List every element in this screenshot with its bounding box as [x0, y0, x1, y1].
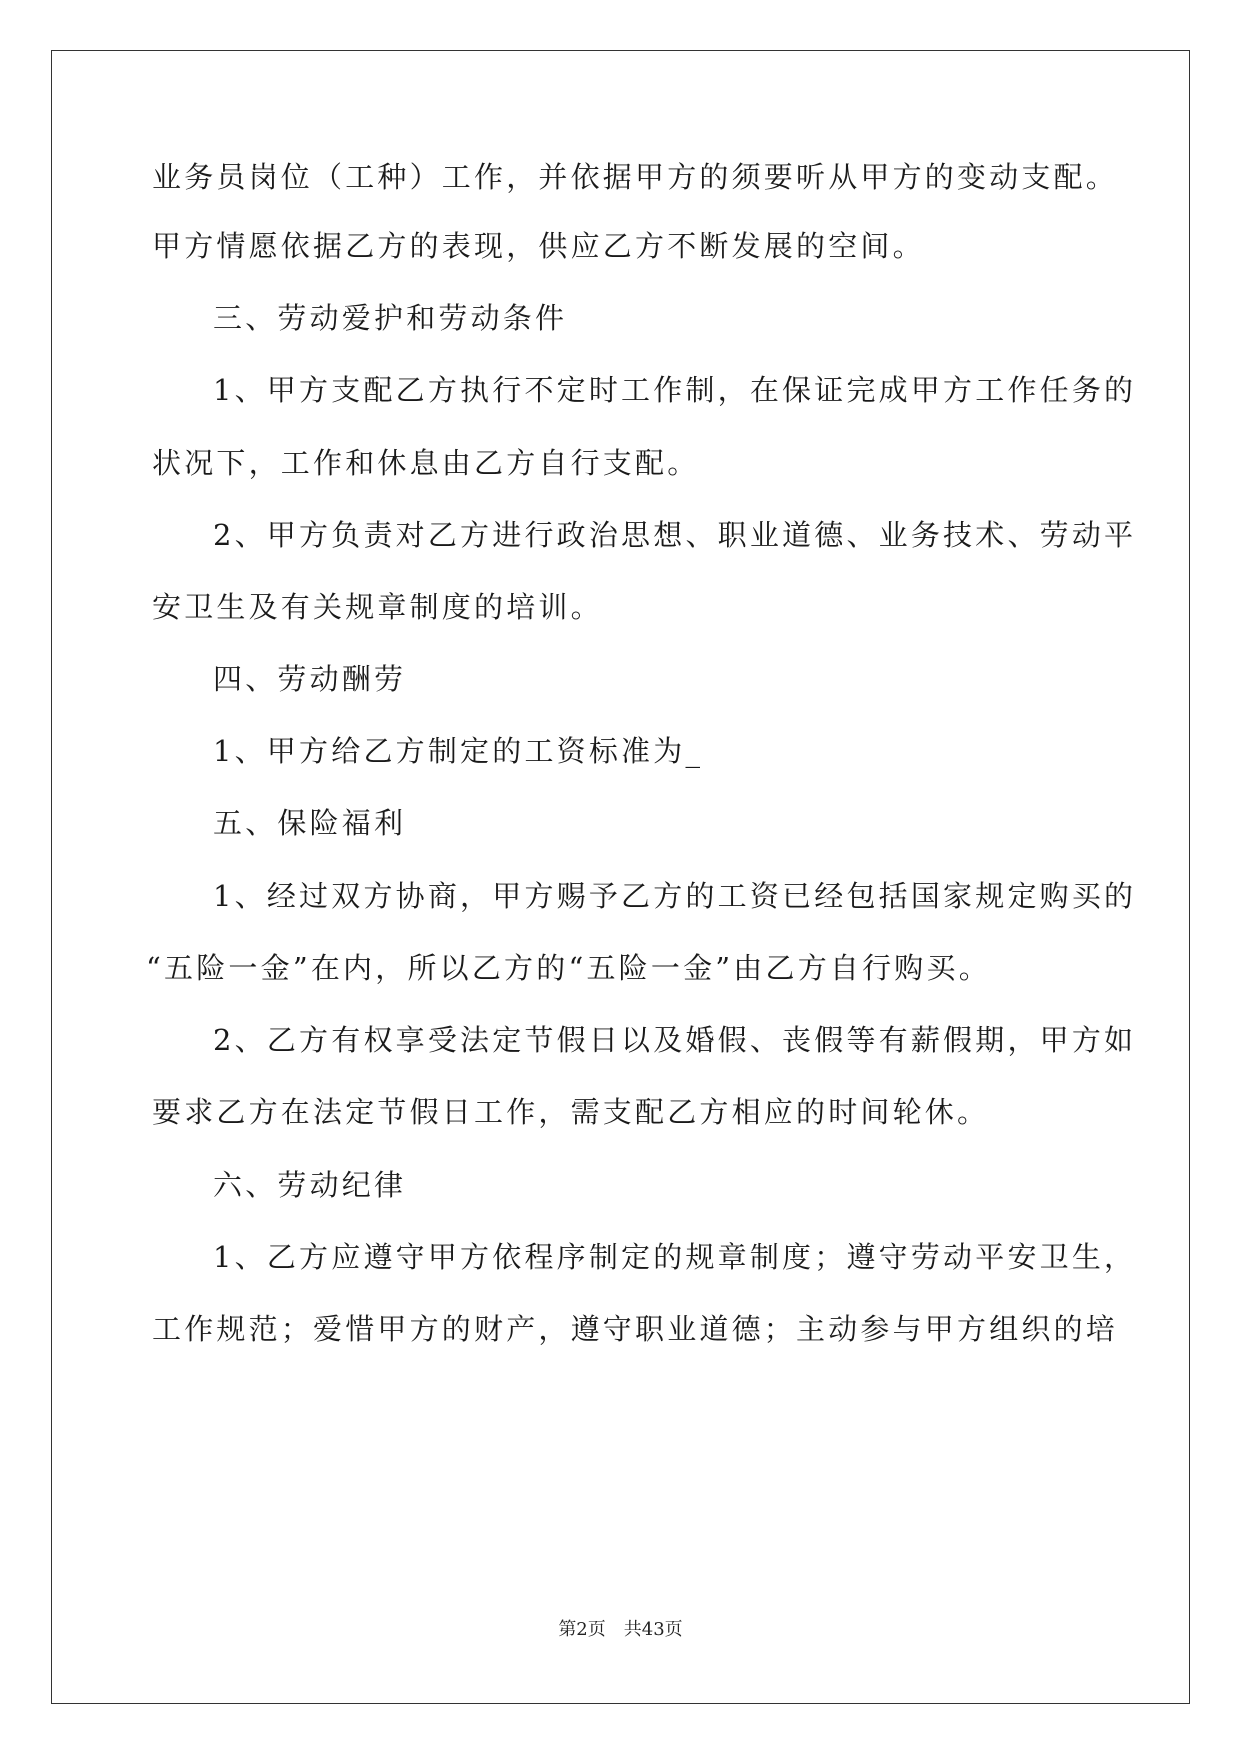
paragraph-line: 安卫生及有关规章制度的培训。	[152, 590, 603, 624]
section-heading: 三、劳动爱护和劳动条件	[213, 301, 568, 335]
page-footer	[0, 1615, 1241, 1641]
paragraph-line: 状况下，工作和休息由乙方自行支配。	[152, 446, 700, 480]
paragraph-line: 1、乙方应遵守甲方依程序制定的规章制度；遵守劳动平安卫生，	[213, 1240, 1137, 1274]
page-total: 共43页	[623, 1619, 683, 1640]
paragraph-line: 甲方情愿依据乙方的表现，供应乙方不断发展的空间。	[152, 229, 925, 263]
paragraph-line: 要求乙方在法定节假日工作，需支配乙方相应的时间轮休。	[152, 1095, 990, 1129]
paragraph-line: 1、甲方支配乙方执行不定时工作制，在保证完成甲方工作任务的	[213, 373, 1137, 407]
page-number: 第2页	[558, 1619, 606, 1640]
section-heading: 五、保险福利	[213, 806, 407, 840]
section-heading: 四、劳动酬劳	[213, 662, 407, 696]
section-heading: 六、劳动纪律	[213, 1168, 407, 1202]
paragraph-line: 工作规范；爱惜甲方的财产，遵守职业道德；主动参与甲方组织的培	[152, 1312, 1119, 1346]
paragraph-line: 2、甲方负责对乙方进行政治思想、职业道德、业务技术、劳动平	[213, 518, 1137, 552]
paragraph-line: 2、乙方有权享受法定节假日以及婚假、丧假等有薪假期，甲方如	[213, 1023, 1137, 1057]
paragraph-line: 1、经过双方协商，甲方赐予乙方的工资已经包括国家规定购买的	[213, 879, 1137, 913]
paragraph-line: 1、甲方给乙方制定的工资标准为_	[213, 734, 704, 768]
paragraph-line: “五险一金”在内，所以乙方的“五险一金”由乙方自行购买。	[146, 951, 991, 985]
paragraph-line: 业务员岗位（工种）工作，并依据甲方的须要听从甲方的变动支配。	[152, 160, 1119, 194]
